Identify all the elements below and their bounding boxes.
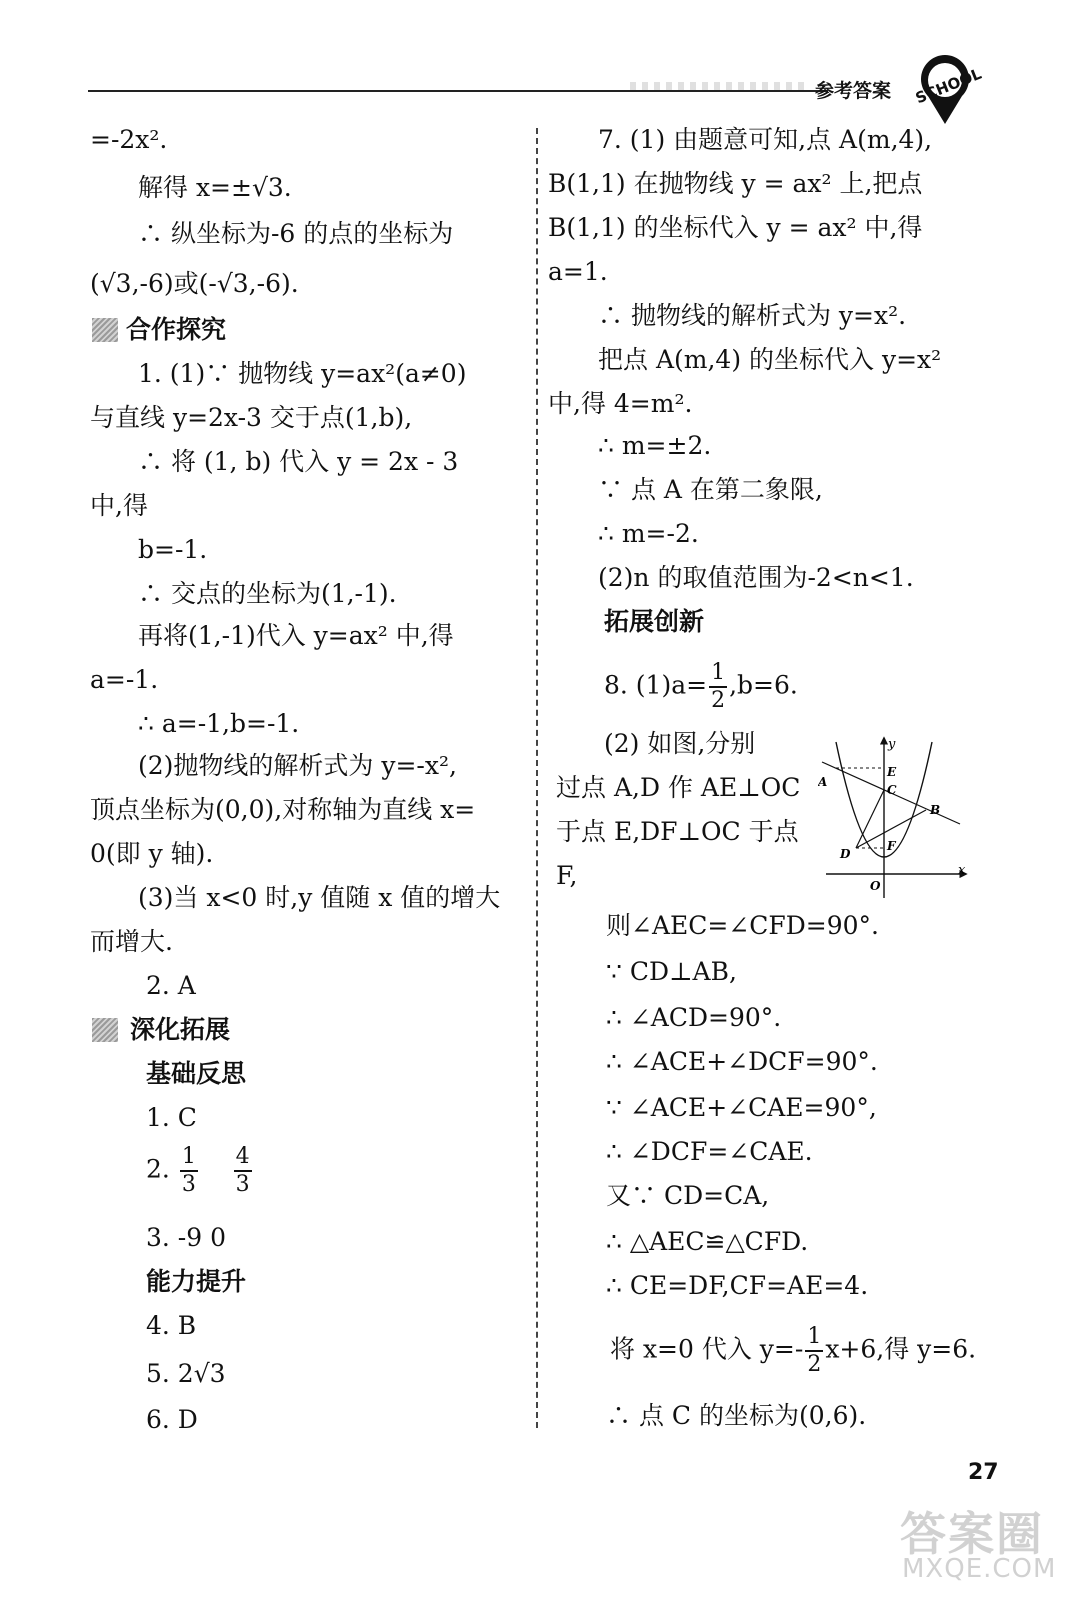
label-x: x xyxy=(958,863,966,878)
numerator: 1 xyxy=(709,662,727,688)
denominator: 3 xyxy=(181,1172,196,1197)
label-c: C xyxy=(887,783,897,797)
text-line: 顶点坐标为(0,0),对称轴为直线 x= xyxy=(90,795,476,824)
text-line: a=1. xyxy=(548,257,608,286)
page-number: 27 xyxy=(968,1460,999,1485)
subheading-ability: 能力提升 xyxy=(146,1267,247,1296)
text-line: 3. -9 0 xyxy=(146,1223,227,1252)
column-divider xyxy=(536,128,538,1428)
text-line: ∴ ∠ACD=90°. xyxy=(606,1003,782,1032)
text-line: a=-1. xyxy=(90,665,159,694)
text-line: 过点 A,D 作 AE⊥OC xyxy=(556,773,801,802)
fraction-line xyxy=(604,662,798,712)
section-icon xyxy=(92,1018,118,1042)
text-line: b=-1. xyxy=(138,535,208,564)
text-line: B(1,1) 在抛物线 y = ax² 上,把点 xyxy=(548,169,923,198)
segment-cd xyxy=(856,790,884,848)
text-line: 与直线 y=2x-3 交于点(1,b), xyxy=(90,403,413,432)
watermark-top: 答案圈 xyxy=(900,1507,1044,1561)
text-line: 又∵ CD=CA, xyxy=(606,1181,770,1210)
text-line: 1. C xyxy=(146,1103,197,1132)
numerator: 1 xyxy=(805,1326,823,1352)
section-heading-deepen: 深化拓展 xyxy=(130,1015,231,1044)
text-line: ∴ 交点的坐标为(1,-1). xyxy=(138,579,397,608)
text-line: (2)抛物线的解析式为 y=-x², xyxy=(138,751,457,780)
label-d: D xyxy=(840,847,851,861)
text-line: ∴ 纵坐标为-6 的点的坐标为 xyxy=(138,219,454,248)
text-line: (2) 如图,分别 xyxy=(604,729,756,758)
text-line: ∵ CD⊥AB, xyxy=(606,957,737,986)
text-line: 把点 A(m,4) 的坐标代入 y=x² xyxy=(598,345,942,374)
label-y: y xyxy=(888,737,896,752)
item-label: 2. xyxy=(146,1154,170,1184)
text-line: (3)当 x<0 时,y 值随 x 值的增大 xyxy=(138,883,501,912)
text-line: ∴ ∠DCF=∠CAE. xyxy=(606,1137,813,1166)
text-line: (√3,-6)或(-√3,-6). xyxy=(90,269,299,298)
numerator: 1 xyxy=(180,1146,198,1172)
text-line: 而增大. xyxy=(90,927,173,956)
substitution-suffix: x+6,得 y=6. xyxy=(825,1334,977,1364)
label-a: A xyxy=(818,775,828,789)
header-decoration xyxy=(630,82,810,90)
fraction xyxy=(234,1146,252,1196)
denominator: 2 xyxy=(711,688,726,713)
text-line: (2)n 的取值范围为-2<n<1. xyxy=(598,563,914,592)
label-o: O xyxy=(870,879,881,893)
text-line: ∵ ∠ACE+∠CAE=90°, xyxy=(606,1093,877,1122)
denominator: 3 xyxy=(235,1172,250,1197)
text-line: =-2x². xyxy=(90,125,168,154)
label-e: E xyxy=(887,765,897,779)
text-line: ∴ △AEC≌△CFD. xyxy=(606,1227,809,1256)
school-logo xyxy=(906,52,984,126)
text-line: ∴ 点 C 的坐标为(0,6). xyxy=(606,1401,867,1430)
text-line: ∴ a=-1,b=-1. xyxy=(138,709,300,738)
text-line: ∴ 抛物线的解析式为 y=x². xyxy=(598,301,907,330)
substitution-prefix: 将 x=0 代入 y=- xyxy=(610,1334,804,1364)
item8-suffix: ,b=6. xyxy=(729,670,798,700)
text-line: 2. A xyxy=(146,971,196,1000)
text-line: F, xyxy=(556,861,578,890)
numerator: 4 xyxy=(234,1146,252,1172)
text-line: 则∠AEC=∠CFD=90°. xyxy=(606,911,879,940)
text-line: 0(即 y 轴). xyxy=(90,839,214,868)
fraction xyxy=(805,1326,823,1376)
text-line: 中,得 xyxy=(90,491,148,520)
header-rule xyxy=(88,90,828,92)
school-logo-text: SCHOOL xyxy=(912,64,984,108)
subheading-basic-reflection: 基础反思 xyxy=(146,1059,247,1088)
text-line: 4. B xyxy=(146,1311,197,1340)
watermark xyxy=(900,1494,1070,1594)
text-line: 于点 E,DF⊥OC 于点 xyxy=(556,817,799,846)
text-line: 5. 2√3 xyxy=(146,1359,226,1388)
item8-prefix: 8. (1)a= xyxy=(604,670,708,700)
parabola-figure xyxy=(818,732,974,902)
section-heading-cooperative: 合作探究 xyxy=(126,315,227,344)
fraction-line xyxy=(610,1326,976,1376)
text-line: 中,得 4=m². xyxy=(548,389,693,418)
denominator: 2 xyxy=(807,1352,822,1377)
text-line: ∴ CE=DF,CF=AE=4. xyxy=(606,1271,869,1300)
fraction-line xyxy=(146,1146,254,1196)
text-line: ∴ ∠ACE+∠DCF=90°. xyxy=(606,1047,878,1076)
text-line: ∴ 将 (1, b) 代入 y = 2x - 3 xyxy=(138,447,459,476)
text-line: 1. (1)∵ 抛物线 y=ax²(a≠0) xyxy=(138,359,467,388)
fraction xyxy=(180,1146,198,1196)
watermark-bottom: MXQE.COM xyxy=(902,1554,1057,1584)
text-line: 再将(1,-1)代入 y=ax² 中,得 xyxy=(138,621,454,650)
fraction xyxy=(709,662,727,712)
text-line: 6. D xyxy=(146,1405,198,1434)
label-f: F xyxy=(887,839,896,853)
label-b: B xyxy=(930,803,941,817)
header-title: 参考答案 xyxy=(815,80,892,102)
text-line: ∴ m=-2. xyxy=(598,519,699,548)
text-line: ∴ m=±2. xyxy=(598,431,712,460)
subheading-extension: 拓展创新 xyxy=(604,607,705,636)
text-line: B(1,1) 的坐标代入 y = ax² 中,得 xyxy=(548,213,923,242)
text-line: 解得 x=±√3. xyxy=(138,173,292,202)
section-icon xyxy=(92,318,118,342)
text-line: ∵ 点 A 在第二象限, xyxy=(598,475,823,504)
text-line: 7. (1) 由题意可知,点 A(m,4), xyxy=(598,125,933,154)
